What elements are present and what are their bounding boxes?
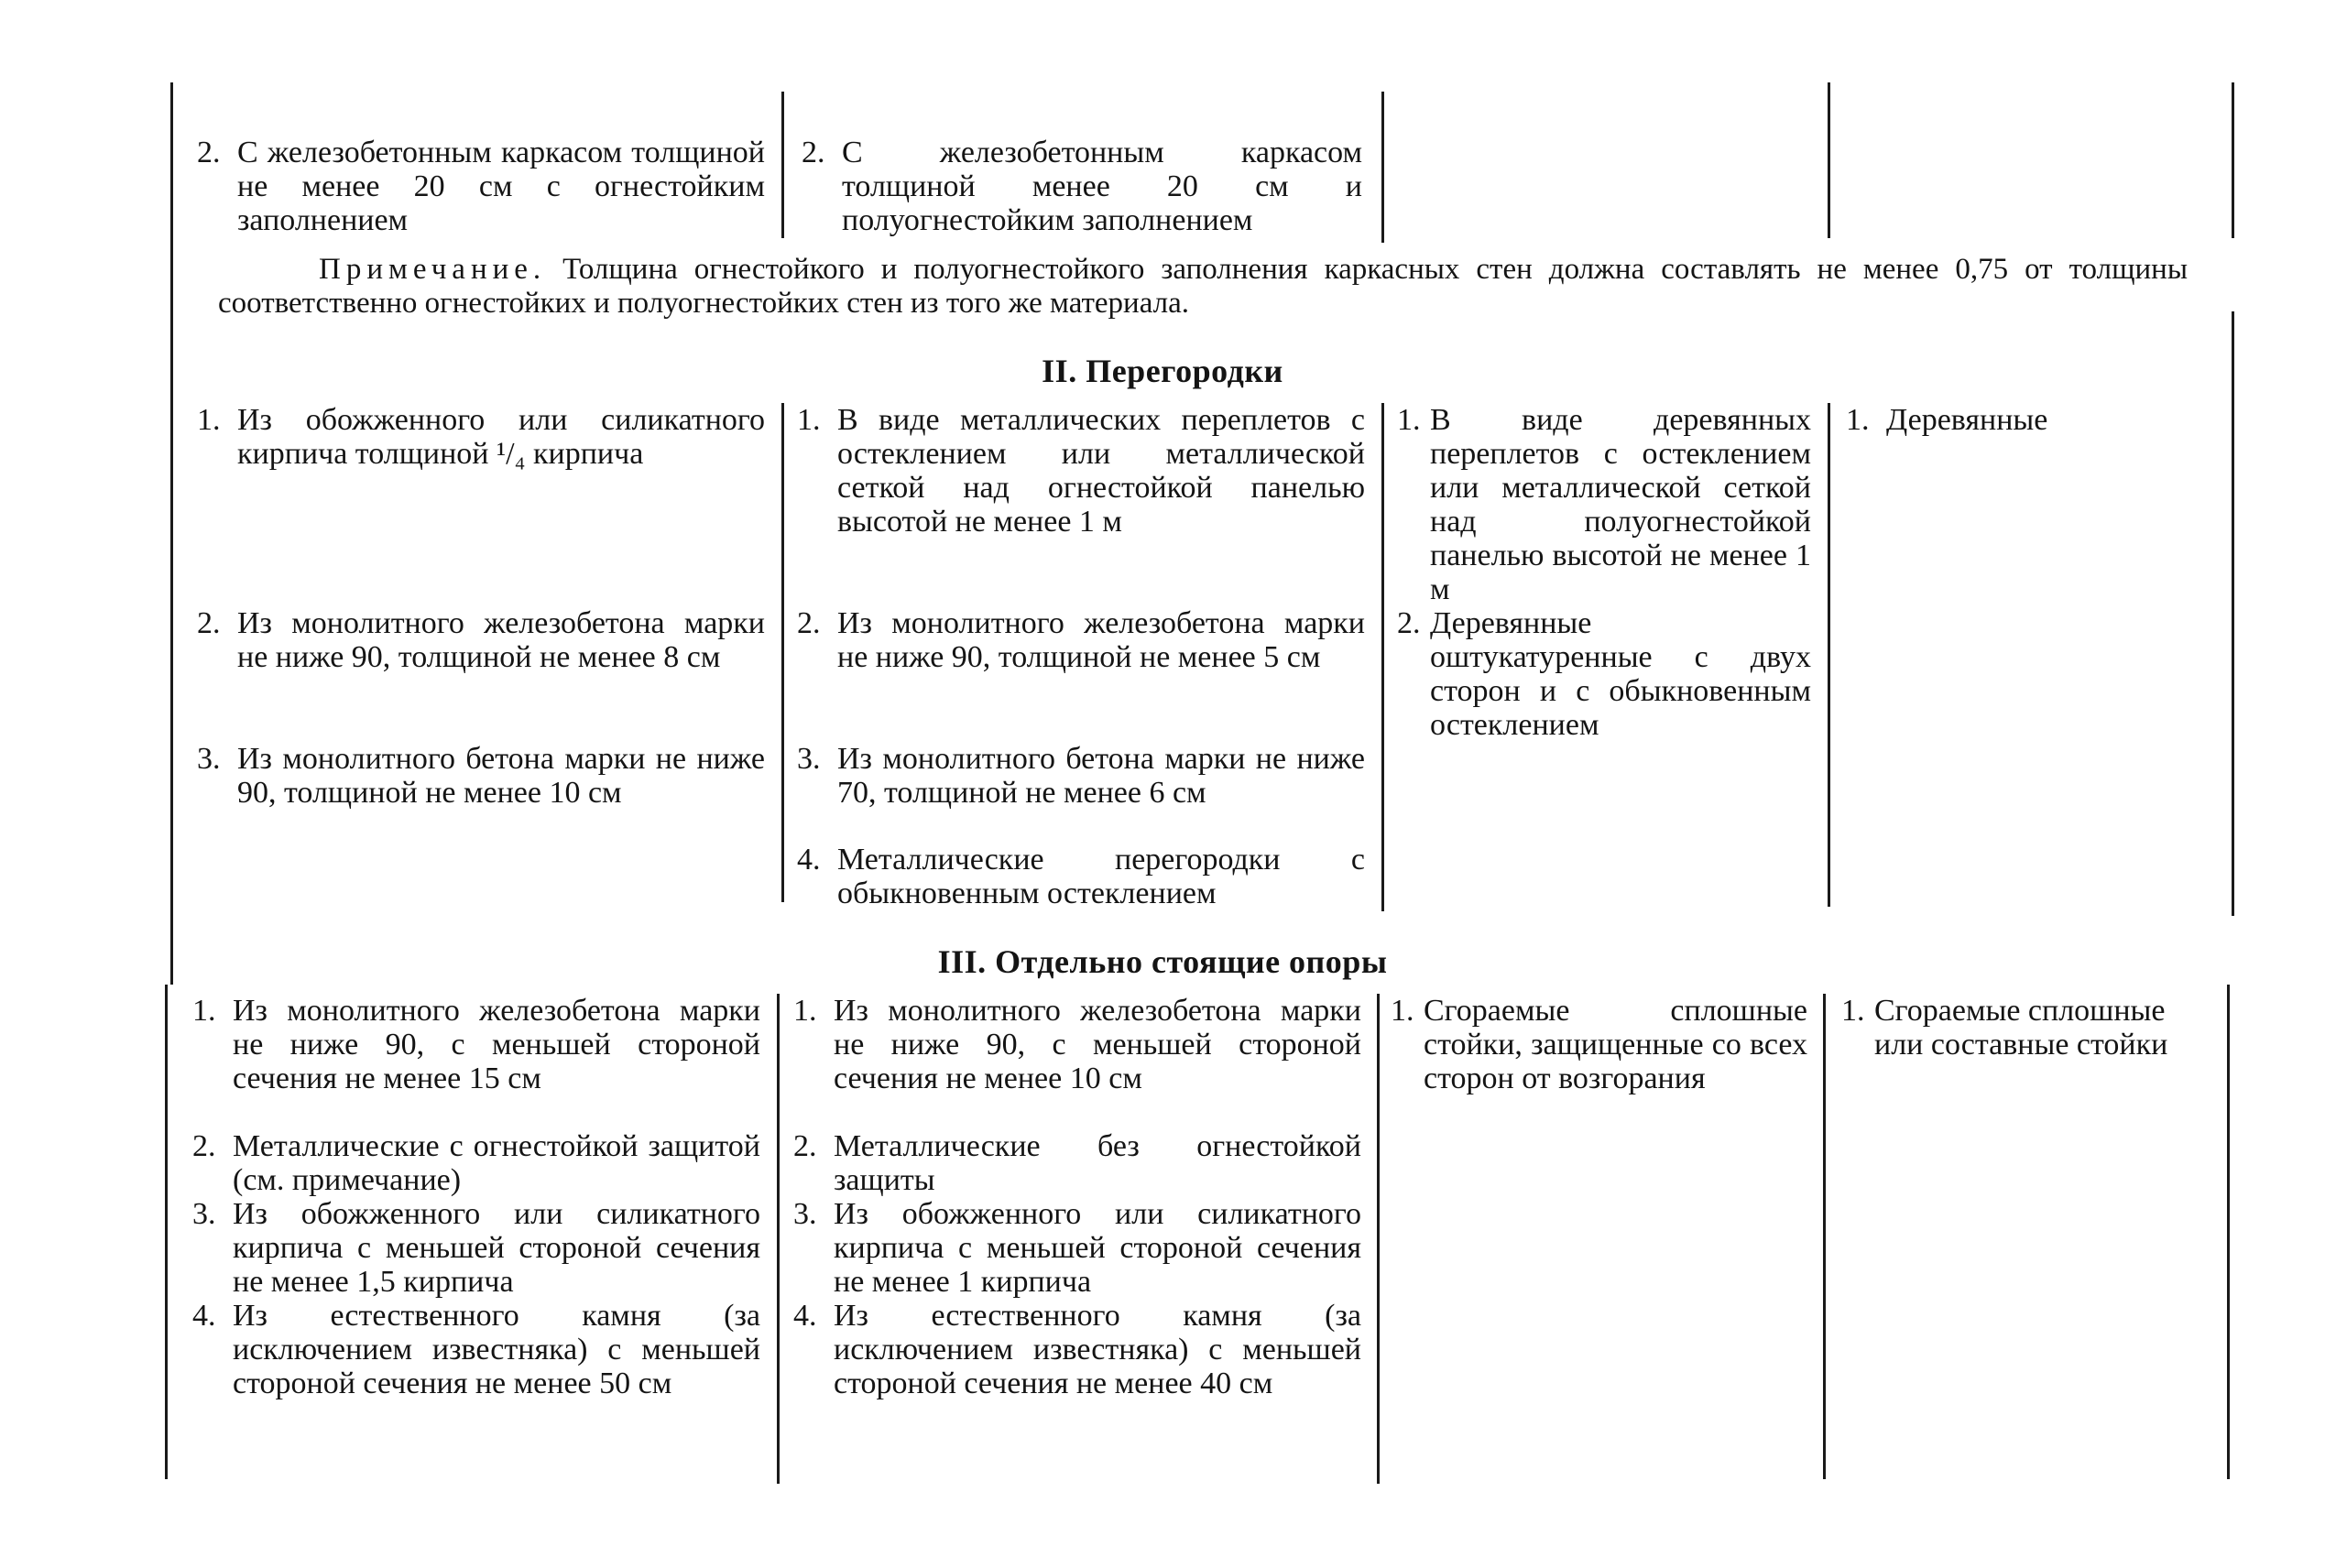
item-number: 1.	[793, 994, 817, 1028]
item-text: Из обожженного или силикатного кирпича с меньшей стороной сечения не менее 1 кирпича	[834, 1197, 1361, 1299]
rule-col1-sec2	[781, 403, 784, 902]
item-number: 2.	[793, 1129, 817, 1163]
list-item	[192, 994, 760, 1095]
list-item	[793, 1129, 1361, 1197]
list-item	[197, 742, 765, 810]
item-text: Деревянные	[1886, 403, 2048, 437]
list-item	[197, 136, 765, 237]
rule-right-sec2	[2232, 311, 2234, 916]
item-text: С железобетонным каркасом толщиной менее 20 см и полуогнестойким заполнением	[842, 136, 1362, 237]
rule-col2-sec2	[1381, 403, 1384, 911]
item-number: 1.	[1841, 994, 1865, 1028]
note-text: Толщина огнестойкого и полуогнестойкого заполнения каркасных стен должна составлять не менее 0,75 от толщины соответственно огнестойких и полуогнестойких стен из того же материала.	[218, 253, 2188, 320]
item-text: Из монолитного бетона марки не ниже 70, толщиной не менее 6 см	[837, 742, 1365, 810]
list-item	[192, 1299, 760, 1400]
rule-col1-sec3	[777, 994, 780, 1484]
item-number: 2.	[197, 136, 221, 169]
item-number: 1.	[192, 994, 216, 1028]
item-text: Металлические с огнестойкой защитой (см. примечание)	[233, 1129, 760, 1197]
rule-col2-sec3	[1377, 994, 1380, 1484]
item-text: Деревянные оштукатуренные с двух сторон и с обыкновенным остеклением	[1430, 606, 1811, 742]
item-text: Из монолитного железобетона марки не ниже 90, толщиной не менее 5 см	[837, 606, 1365, 674]
item-number: 1.	[197, 403, 221, 437]
list-item	[793, 1299, 1361, 1400]
item-number: 1.	[1391, 994, 1414, 1028]
list-item	[192, 1197, 760, 1299]
item-text: Из обожженного или силикатного кирпича с меньшей стороной сечения не менее 1,5 кирпича	[233, 1197, 760, 1299]
rule-left-top	[170, 82, 173, 238]
item-number: 1.	[1846, 403, 1870, 437]
item-text: Сгораемые сплошные стойки, защищенные со всех сторон от возгорания	[1424, 994, 1807, 1095]
rule-col1-top	[781, 92, 784, 238]
item-text: Из монолитного бетона марки не ниже 90, толщиной не менее 10 см	[237, 742, 765, 810]
item-text: Металлические перегородки с обыкновенным остеклением	[837, 843, 1365, 910]
list-item	[793, 994, 1361, 1095]
item-text: Из естественного камня (за исключением известняка) с меньшей стороной сечения не менее 50 см	[233, 1299, 760, 1400]
item-number: 4.	[797, 843, 821, 877]
rule-right-sec3	[2227, 985, 2230, 1479]
list-item	[192, 1129, 760, 1197]
note-paragraph	[218, 253, 2188, 321]
item-text: Из монолитного железобетона марки не ниже 90, толщиной не менее 8 см	[237, 606, 765, 674]
list-item	[797, 843, 1365, 910]
list-item	[197, 606, 765, 674]
list-item	[1391, 994, 1807, 1095]
item-number: 1.	[797, 403, 821, 437]
item-text: Из обожженного или силикатного кирпича толщиной ¹/₄ кирпича	[237, 403, 765, 471]
item-number: 3.	[797, 742, 821, 776]
item-number: 4.	[793, 1299, 817, 1333]
list-item	[1397, 403, 1811, 606]
rule-col2-top	[1381, 92, 1384, 243]
rule-left-mid	[170, 238, 173, 985]
item-number: 3.	[192, 1197, 216, 1231]
rule-right-top	[2232, 82, 2234, 238]
item-number: 3.	[793, 1197, 817, 1231]
item-text: Из монолитного железобетона марки не ниже 90, с меньшей стороной сечения не менее 15 см	[233, 994, 760, 1095]
list-item	[802, 136, 1362, 237]
rule-col3-sec2	[1828, 403, 1830, 907]
item-number: 2.	[192, 1129, 216, 1163]
rule-col3-top	[1828, 82, 1830, 238]
item-number: 2.	[1397, 606, 1421, 640]
section-title-supports: III. Отдельно стоящие опоры	[937, 943, 1388, 980]
section-title-partitions: II. Перегородки	[1042, 353, 1283, 389]
rule-left-sec3	[165, 985, 168, 1479]
list-item	[197, 403, 765, 471]
item-text: Из монолитного железобетона марки не ниже 90, с меньшей стороной сечения не менее 10 см	[834, 994, 1361, 1095]
list-item	[1846, 403, 2212, 437]
item-number: 3.	[197, 742, 221, 776]
item-text: В виде деревянных переплетов с остеклением или металлической сеткой над полуогнестойкой панелью высотой не менее 1 м	[1430, 403, 1811, 606]
list-item	[1841, 994, 2217, 1062]
list-item	[797, 403, 1365, 539]
item-text: Металлические без огнестойкой защиты	[834, 1129, 1361, 1197]
note-label: Примечание.	[319, 253, 547, 286]
item-number: 1.	[1397, 403, 1421, 437]
item-number: 2.	[197, 606, 221, 640]
item-text: Из естественного камня (за исключением известняка) с меньшей стороной сечения не менее 40 см	[834, 1299, 1361, 1400]
item-number: 2.	[797, 606, 821, 640]
list-item	[797, 742, 1365, 810]
list-item	[793, 1197, 1361, 1299]
item-number: 2.	[802, 136, 825, 169]
item-number: 4.	[192, 1299, 216, 1333]
list-item	[1397, 606, 1811, 742]
item-text: Сгораемые сплошные или составные стойки	[1874, 994, 2168, 1062]
item-text: С железобетонным каркасом толщиной не менее 20 см с огнестойким заполнением	[237, 136, 765, 237]
item-text: В виде металлических переплетов с остеклением или металлической сеткой над огнестойкой панелью высотой не менее 1 м	[837, 403, 1365, 539]
list-item	[797, 606, 1365, 674]
rule-col3-sec3	[1823, 994, 1826, 1479]
